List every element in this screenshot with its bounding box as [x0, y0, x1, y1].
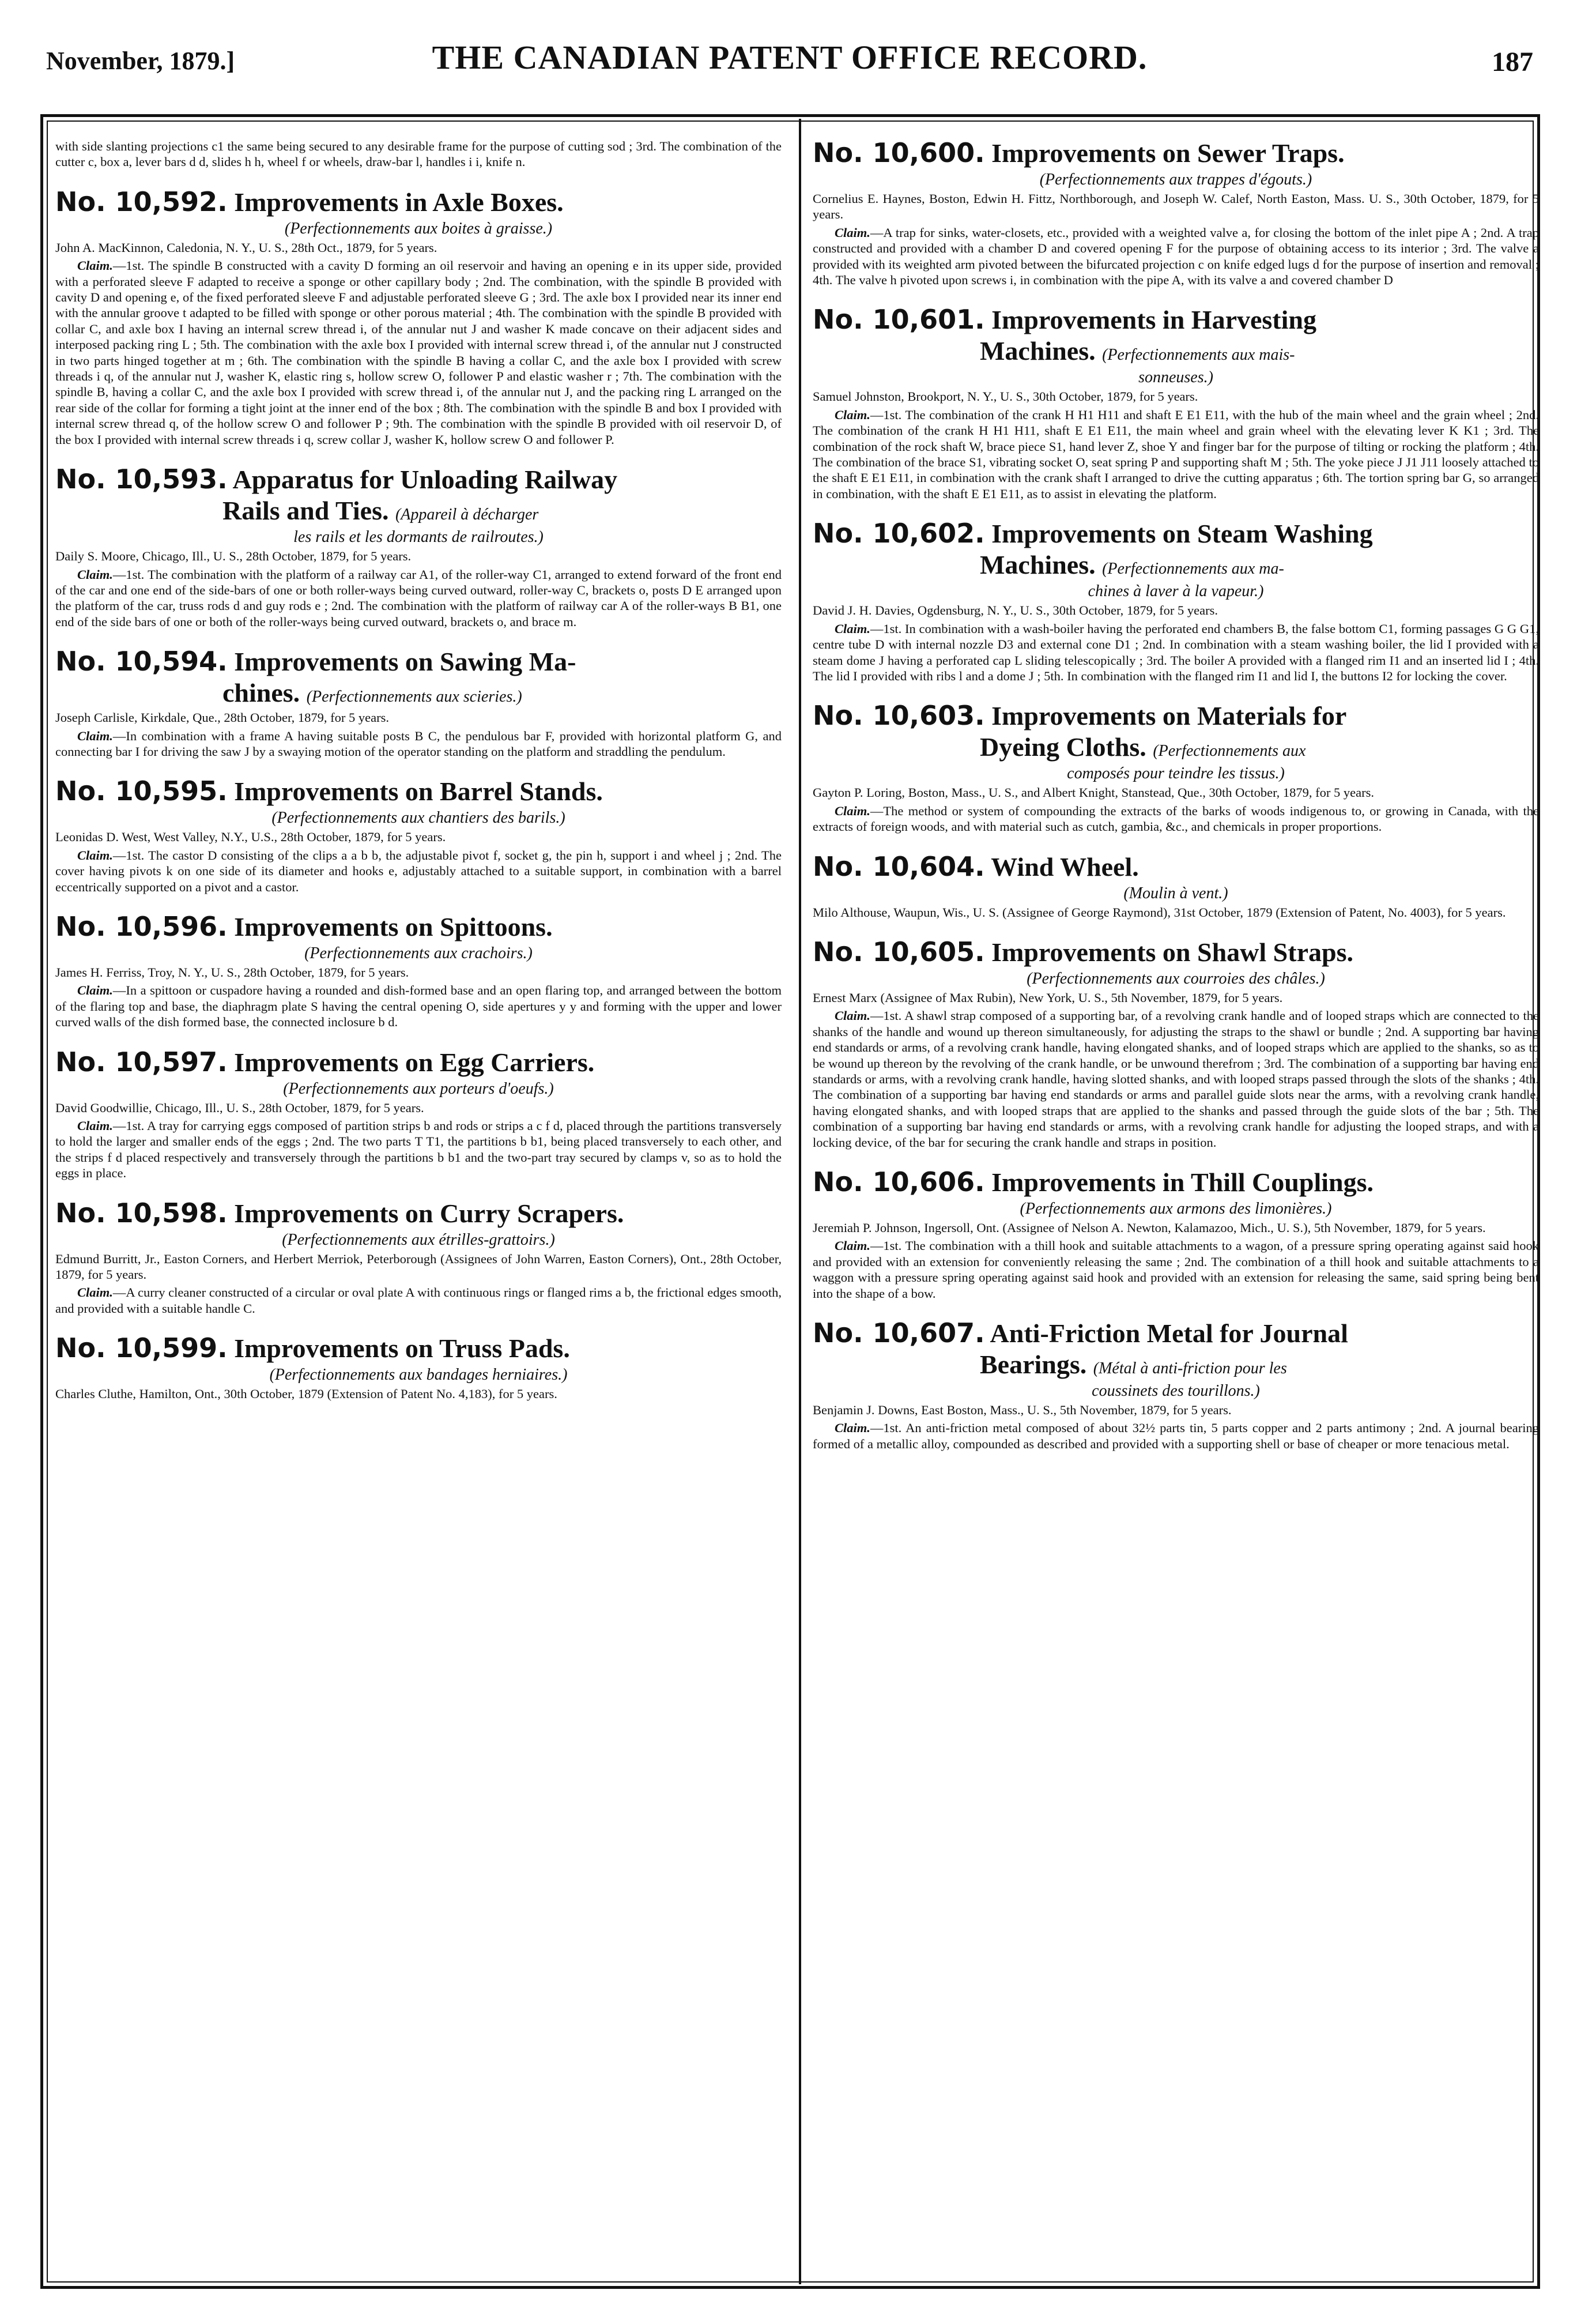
patent-number: No. 10,604.	[813, 850, 985, 882]
claim-text	[55, 1285, 782, 1316]
patent-number: No. 10,601.	[813, 304, 985, 336]
french-title: (Perfectionnements aux mais-	[1102, 346, 1295, 364]
claim-text	[813, 621, 1539, 684]
patent-number: No. 10,593.	[55, 464, 228, 495]
claim-label: Claim.	[835, 1421, 870, 1436]
patent-number: No. 10,603.	[813, 700, 985, 732]
claim-body: —1st. The combination with a thill hook and suitable attachments to a wagon, of a pressure spring operating against said hook and provided with an extension for conveniently releasing the same ; 2nd. The combination of a thill hook and suitable attachments to a waggon with a pressure spring operating against said hook and provided with an extension for releasing the same, said spring being bent into the shape of a bow.	[813, 1238, 1539, 1301]
claim-label: Claim.	[77, 983, 113, 998]
claim-text	[813, 803, 1539, 835]
patent-title-continued: Machines.	[980, 550, 1096, 580]
french-title-continued: les rails et les dormants de railroutes.)	[293, 528, 544, 547]
patent-entry	[55, 1334, 782, 1402]
french-title-continued: composés pour teindre les tissus.)	[1067, 764, 1285, 783]
french-title: (Perfectionnements aux boites à graisse.)	[284, 219, 553, 238]
french-title-continued: chines à laver à la vapeur.)	[1088, 582, 1264, 601]
patent-title: Improvements on Truss Pads.	[234, 1334, 570, 1364]
column-divider	[799, 119, 801, 2284]
claim-label: Claim.	[77, 1118, 113, 1133]
patent-title-line-2	[813, 1350, 1539, 1379]
patent-title: Wind Wheel.	[991, 852, 1139, 882]
inventor-line: Ernest Marx (Assignee of Max Rubin), New York, U. S., 5th November, 1879, for 5 years.	[813, 990, 1283, 1005]
patent-title-line-2	[813, 551, 1539, 579]
claim-label: Claim.	[77, 848, 113, 863]
patent-title-line-2	[55, 679, 782, 707]
patent-entry	[813, 1167, 1539, 1301]
claim-text	[813, 1420, 1539, 1452]
patent-number: No. 10,594.	[55, 646, 228, 677]
claim-body: —A trap for sinks, water-closets, etc., provided with a weighted valve a, for closing the bottom of the inlet pipe A ; 2nd. A trap constructed and provided with a chamber D and covered opening F for the purpose of obtaining access to its interior ; 3rd. The valve a provided with its weighted arm pivoted between the bifurcated projection c on knife edged lugs d for the purpose of insertion and removal ; 4th. The valve h pivoted upon screws i, in combination with the pipe A, with its valve a and covered chamber D	[813, 225, 1539, 288]
inventor-line: Edmund Burritt, Jr., Easton Corners, and Herbert Merriok, Peterborough (Assignees of John Warren, Easton Corners), Ont., 28th October, 1879, for 5 years.	[55, 1251, 782, 1282]
claim-label: Claim.	[77, 728, 113, 743]
patent-entry	[55, 187, 782, 447]
patent-title-line-2	[813, 337, 1539, 366]
claim-text	[55, 1118, 782, 1181]
patent-title: Apparatus for Unloading Railway	[232, 465, 618, 495]
french-title: (Perfectionnements aux courroies des châles.)	[1027, 969, 1325, 988]
claim-text	[55, 728, 782, 760]
patent-number: No. 10,595.	[55, 775, 228, 807]
inventor-line: Benjamin J. Downs, East Boston, Mass., U. S., 5th November, 1879, for 5 years.	[813, 1403, 1232, 1418]
claim-body: —A curry cleaner constructed of a circular or oval plate A with continuous rings or flanged rims a b, the frictional edges smooth, and provided with a suitable handle C.	[55, 1285, 782, 1316]
patent-title-line	[55, 187, 782, 217]
claim-body: —1st. The combination with the platform of a railway car A1, of the roller-way C1, arranged to extend forward of the front end of the car and one end of the side-bars of one or both roller-ways being curved outward, roller-way C, brackets o, posts D E arranged upon the platform of the car, truss rods d and guy rods e ; 2nd. The combination with the platform of railway car A of the roller-ways B B1, one end of the side bars of one or both of the roller-ways being curved outward, brackets o, and brace m.	[55, 567, 782, 629]
claim-body: —In a spittoon or cuspadore having a rounded and dish-formed base and an open flaring top, and arranged between the bottom of the flaring top and base, the diaphragm plate S having the central opening O, side apertures y y and forming with the upper and lower curved walls of the dish formed base, the connected inclosure b d.	[55, 983, 782, 1030]
patent-entry	[813, 1319, 1539, 1452]
patent-number: No. 10,607.	[813, 1317, 985, 1349]
inventor-line: Daily S. Moore, Chicago, Ill., U. S., 28th October, 1879, for 5 years.	[55, 549, 412, 564]
french-title: (Perfectionnements aux trappes d'égouts.)	[1039, 171, 1312, 189]
patent-title-line	[813, 937, 1539, 967]
claim-body: —1st. The castor D consisting of the clips a a b b, the adjustable pivot f, socket g, the pin h, support i and wheel j ; 2nd. The cover having pivots k on one side of its diameter and hooks e, adjustably attached to a suitable support, in combination with a barrel eccentrically supported on a pivot and a castor.	[55, 848, 782, 894]
patent-title-line	[813, 701, 1539, 730]
patent-title-line	[55, 647, 782, 676]
french-title: (Métal à anti-friction pour les	[1093, 1359, 1287, 1378]
patent-title-continued: Machines.	[980, 336, 1096, 366]
patent-title-line	[813, 1319, 1539, 1348]
claim-body: —1st. The spindle B constructed with a cavity D forming an oil reservoir and having an opening e in its upper side, provided with a perforated sleeve F adapted to receive a sponge or other capillary body ; 2nd. The combination, with the spindle B provided with cavity D and opening e, of the fixed perforated sleeve F and adjustable perforated sleeve G ; 3rd. The axle box I provided near its inner end with the annular groove t adapted to be filled with sponge or other porous material ; 4th. The combination with the spindle B provided with collar C, and axle box I having an internal screw thread i, of the annular nut J and washer K made concave on their adjacent sides and interposed packing ring L ; 5th. The combination with the axle box I provided with internal screw thread i, of the annular nut J constructed in two parts hinged together at m ; 6th. The combination with the spindle B having a collar C, and the axle box I provided with screw threads i q, of the annular nut J, washer K, elastic ring s, hollow screw O, follower P and elastic washer r ; 7th. The combination with the spindle B, having a collar C, and the axle box I provided with screw thread i, of the annular nut J, and the packing ring L arranged on the rear side of the collar for forming a tight joint at the inner end of the box ; 8th. The combination with the spindle B and box I provided with internal screw thread q, of the hollow screw O and follower P ; 9th. The combination with the spindle B provided with oil reservoir D, of the box I provided with internal screw threads i q, screw collar J, washer K, hollow screw O and follower P.	[55, 258, 782, 447]
patent-entry	[813, 701, 1539, 834]
patent-title-line	[55, 1048, 782, 1077]
patent-title: Anti-Friction Metal for Journal	[990, 1319, 1348, 1349]
patent-title: Improvements on Shawl Straps.	[991, 937, 1353, 967]
patent-entry	[55, 912, 782, 1030]
inventor-line: Leonidas D. West, West Valley, N.Y., U.S., 28th October, 1879, for 5 years.	[55, 830, 446, 845]
patent-entry	[813, 852, 1539, 920]
patent-title-continued: Dyeing Cloths.	[980, 732, 1146, 762]
claim-body: —In combination with a frame A having suitable posts B C, the pendulous bar F, provided with horizontal platform G, and connecting bar I for driving the saw J by a swaying motion of the operator standing on the platform and straddling the pendulum.	[55, 728, 782, 759]
inventor-line: Jeremiah P. Johnson, Ingersoll, Ont. (Assignee of Nelson A. Newton, Kalamazoo, Mich., U. S.), 5th November, 1879, for 5 years.	[813, 1221, 1486, 1235]
patent-title-continued: Rails and Ties.	[222, 496, 389, 526]
french-title: (Perfectionnements aux armons des limonières.)	[1020, 1200, 1332, 1218]
french-title: (Perfectionnements aux ma-	[1102, 560, 1284, 578]
patent-title-line	[55, 777, 782, 806]
right-column	[813, 138, 1539, 1469]
patent-title: Improvements on Sewer Traps.	[991, 138, 1345, 168]
patent-number: No. 10,606.	[813, 1166, 985, 1197]
inventor-line: James H. Ferriss, Troy, N. Y., U. S., 28th October, 1879, for 5 years.	[55, 965, 409, 980]
french-title: (Perfectionnements aux	[1153, 742, 1306, 760]
issue-date: November, 1879.]	[46, 47, 235, 75]
patent-title: Improvements in Thill Couplings.	[991, 1167, 1374, 1197]
inventor-line: Joseph Carlisle, Kirkdale, Que., 28th October, 1879, for 5 years.	[55, 710, 389, 725]
page-number: 187	[1492, 47, 1533, 77]
patent-entry	[55, 1199, 782, 1317]
french-title-continued: sonneuses.)	[1138, 368, 1213, 387]
claim-body: —1st. An anti-friction metal composed of about 32½ parts tin, 5 parts copper and 2 parts antimony ; 2nd. A journal bearing formed of a metallic alloy, compounded as described and provided with a supporting shell or base of cheaper or more tenacious metal.	[813, 1421, 1539, 1451]
patent-title-line	[55, 912, 782, 941]
claim-label: Claim.	[835, 1238, 870, 1253]
french-title: (Perfectionnements aux chantiers des barils.)	[271, 809, 565, 827]
claim-label: Claim.	[835, 225, 870, 240]
patent-title-line	[55, 1199, 782, 1228]
claim-body: —The method or system of compounding the extracts of the barks of woods indigenous to, or growing in Canada, with the extracts of foreign woods, and with material such as cutch, gambia, &c., and chemicals in proper proportions.	[813, 803, 1539, 834]
patent-entry	[813, 138, 1539, 288]
claim-body: —1st. A shawl strap composed of a supporting bar, of a revolving crank handle and of looped straps which are connected to the shanks of the handle and wound up thereon simultaneously, for adjusting the straps to the shawl or bundle ; 2nd. A supporting bar having end standards or arms, of a revolving crank handle, having elongated shanks, and of looped straps which are applied to the shanks, so as to be wound up thereon by the revolving of the crank handle, or be unwound therefrom ; 3rd. The combination of a supporting bar having end standards or arms, with a revolving crank handle, having slotted shanks, and with looped straps passed through the slots of the shanks ; 4th. The combination of a supporting bar having end standards or arms and parallel guide slots near the arms, with a revolving crank handle, having elongated shanks, and with looped straps that are applied to the shanks and passed through the guide slots of the bar ; 5th. The combination of a supporting bar having end standards or arms, with a revolving crank handle for adjusting the looped straps, and with a locking device, of the bar for securing the crank handle and straps in position.	[813, 1008, 1539, 1150]
claim-text	[813, 225, 1539, 288]
claim-text	[55, 982, 782, 1030]
patent-entry	[813, 519, 1539, 684]
patent-number: No. 10,599.	[55, 1332, 228, 1364]
patent-title: Improvements on Sawing Ma-	[234, 647, 576, 677]
patent-entry	[55, 1048, 782, 1181]
patent-title-continued: Bearings.	[980, 1350, 1087, 1380]
patent-entry	[813, 305, 1539, 502]
claim-label: Claim.	[835, 407, 870, 422]
inventor-line: David Goodwillie, Chicago, Ill., U. S., 28th October, 1879, for 5 years.	[55, 1100, 424, 1115]
claim-label: Claim.	[835, 621, 870, 636]
claim-label: Claim.	[77, 567, 113, 582]
left-column	[55, 138, 782, 1419]
inventor-line: Gayton P. Loring, Boston, Mass., U. S., and Albert Knight, Stanstead, Que., 30th October, 1879, for 5 years.	[813, 785, 1374, 800]
claim-text	[55, 848, 782, 895]
patent-entry	[55, 647, 782, 759]
patent-title-line	[813, 138, 1539, 168]
patent-title-line	[813, 852, 1539, 882]
claim-body: —1st. The combination of the crank H H1 H11 and shaft E E1 E11, with the hub of the main wheel and the grain wheel ; 2nd. The combination of the crank H H1 H11, shaft E E1 E11, the main wheel and grain wheel with the elevating lever K K1 ; 3rd. The combination of the rock shaft W, brace piece S1, hand lever Z, shoe Y and finger bar for the purpose of tilting or rocking the platform ; 4th. The combination of the brace S1, vibrating socket O, seat spring P and supporting shaft M ; 5th. The yoke piece J J1 J11 loosely attached to the shaft E E1 E11, in combination with the crank shaft I arranged to drive the cutting apparatus ; 6th. The tortion spring bar G, so arranged in combination, with the shaft E E1 E11, as to assist in elevating the platform.	[813, 407, 1539, 501]
patent-number: No. 10,592.	[55, 186, 228, 217]
french-title: (Perfectionnements aux crachoirs.)	[304, 944, 533, 962]
claim-text	[813, 407, 1539, 502]
french-title-continued: coussinets des tourillons.)	[1092, 1382, 1260, 1400]
inventor-line: John A. MacKinnon, Caledonia, N. Y., U. S., 28th Oct., 1879, for 5 years.	[55, 240, 437, 255]
patent-title: Improvements in Harvesting	[991, 305, 1316, 335]
inventor-line: Samuel Johnston, Brookport, N. Y., U. S., 30th October, 1879, for 5 years.	[813, 389, 1198, 404]
patent-number: No. 10,600.	[813, 137, 985, 168]
inventor-line: Milo Althouse, Waupun, Wis., U. S. (Assignee of George Raymond), 31st October, 1879 (Extension of Patent, No. 4003), for 5 years.	[813, 905, 1506, 920]
patent-title: Improvements on Steam Washing	[991, 519, 1373, 549]
claim-label: Claim.	[835, 1008, 870, 1023]
patent-title: Improvements on Curry Scrapers.	[234, 1198, 624, 1228]
patent-number: No. 10,605.	[813, 936, 985, 967]
patent-title-continued: chines.	[222, 678, 300, 708]
patent-number: No. 10,597.	[55, 1046, 228, 1078]
french-title: (Perfectionnements aux porteurs d'oeufs.)	[283, 1079, 554, 1098]
patent-title-line	[813, 1167, 1539, 1197]
patent-number: No. 10,598.	[55, 1197, 228, 1229]
claim-body: —1st. In combination with a wash-boiler having the perforated end chambers B, the false bottom C1, forming passages G G G1, centre tube D with internal nozzle D3 and external cone D1 ; 2nd. In combination with a steam washing boiler, the lid I provided with a steam dome J having a perforated cap L sliding telescopically ; 3rd. The boiler A provided with a flanged rim I1 and an inserted lid I ; 4th. The lid I provided with ribs l and a dome J ; 5th. In combination with the flanged rim I1 and lid I, the buttons I2 for locking the cover.	[813, 621, 1539, 683]
inventor-line: Charles Cluthe, Hamilton, Ont., 30th October, 1879 (Extension of Patent No. 4,183), for 5 years.	[55, 1387, 557, 1402]
patent-title: Improvements on Materials for	[991, 701, 1347, 731]
claim-text	[55, 258, 782, 447]
patent-title-line	[55, 1334, 782, 1363]
patent-title: Improvements on Spittoons.	[234, 912, 553, 941]
page-header	[46, 33, 1533, 85]
claim-body: —1st. A tray for carrying eggs composed of partition strips b and rods or strips a c f d, placed through the partitions transversely to hold the larger and smaller ends of the eggs ; 2nd. The two parts T T1, the partitions b b1, being placed transversely to each other, and the strips f d placed respectively and transversely through the partitions b b1 and the two-part tray secured by clamps v, so as to hold the eggs in place.	[55, 1118, 782, 1181]
claim-text	[813, 1238, 1539, 1301]
french-title: (Perfectionnements aux bandages herniaires.)	[269, 1366, 568, 1384]
french-title: (Moulin à vent.)	[1123, 884, 1228, 902]
claim-text	[55, 567, 782, 630]
claim-text	[813, 1008, 1539, 1150]
patent-title: Improvements on Egg Carriers.	[234, 1047, 595, 1077]
claim-label: Claim.	[77, 258, 113, 273]
patent-title: Improvements on Barrel Stands.	[234, 777, 603, 807]
inventor-line: David J. H. Davies, Ogdensburg, N. Y., U. S., 30th October, 1879, for 5 years.	[813, 603, 1218, 618]
french-title: (Perfectionnements aux étrilles-grattoirs.)	[282, 1230, 555, 1249]
patent-title-line	[813, 519, 1539, 548]
inventor-line: Cornelius E. Haynes, Boston, Edwin H. Fittz, Northborough, and Joseph W. Calef, North Easton, Mass. U. S., 30th October, 1879, for 5 years.	[813, 191, 1539, 222]
patent-entry	[813, 937, 1539, 1150]
patent-title-line-2	[55, 496, 782, 525]
claim-label: Claim.	[77, 1285, 113, 1300]
journal-title: THE CANADIAN PATENT OFFICE RECORD.	[432, 39, 1148, 76]
patent-title-line	[55, 465, 782, 494]
claim-label: Claim.	[835, 803, 870, 818]
french-title: (Perfectionnements aux scieries.)	[306, 688, 522, 706]
continued-text: with side slanting projections c1 the same being secured to any desirable frame for the purpose of cutting sod ; 3rd. The combination of the cutter c, box a, lever bars d d, slides h h, wheel f or wheels, draw-bar l, handles i i, knife n.	[55, 139, 782, 170]
patent-number: No. 10,602.	[813, 518, 985, 549]
patent-number: No. 10,596.	[55, 910, 228, 942]
patent-entry	[55, 465, 782, 630]
french-title: (Appareil à décharger	[395, 506, 539, 524]
patent-title: Improvements in Axle Boxes.	[234, 187, 564, 217]
patent-title-line-2	[813, 733, 1539, 762]
patent-entry	[55, 777, 782, 895]
patent-title-line	[813, 305, 1539, 334]
